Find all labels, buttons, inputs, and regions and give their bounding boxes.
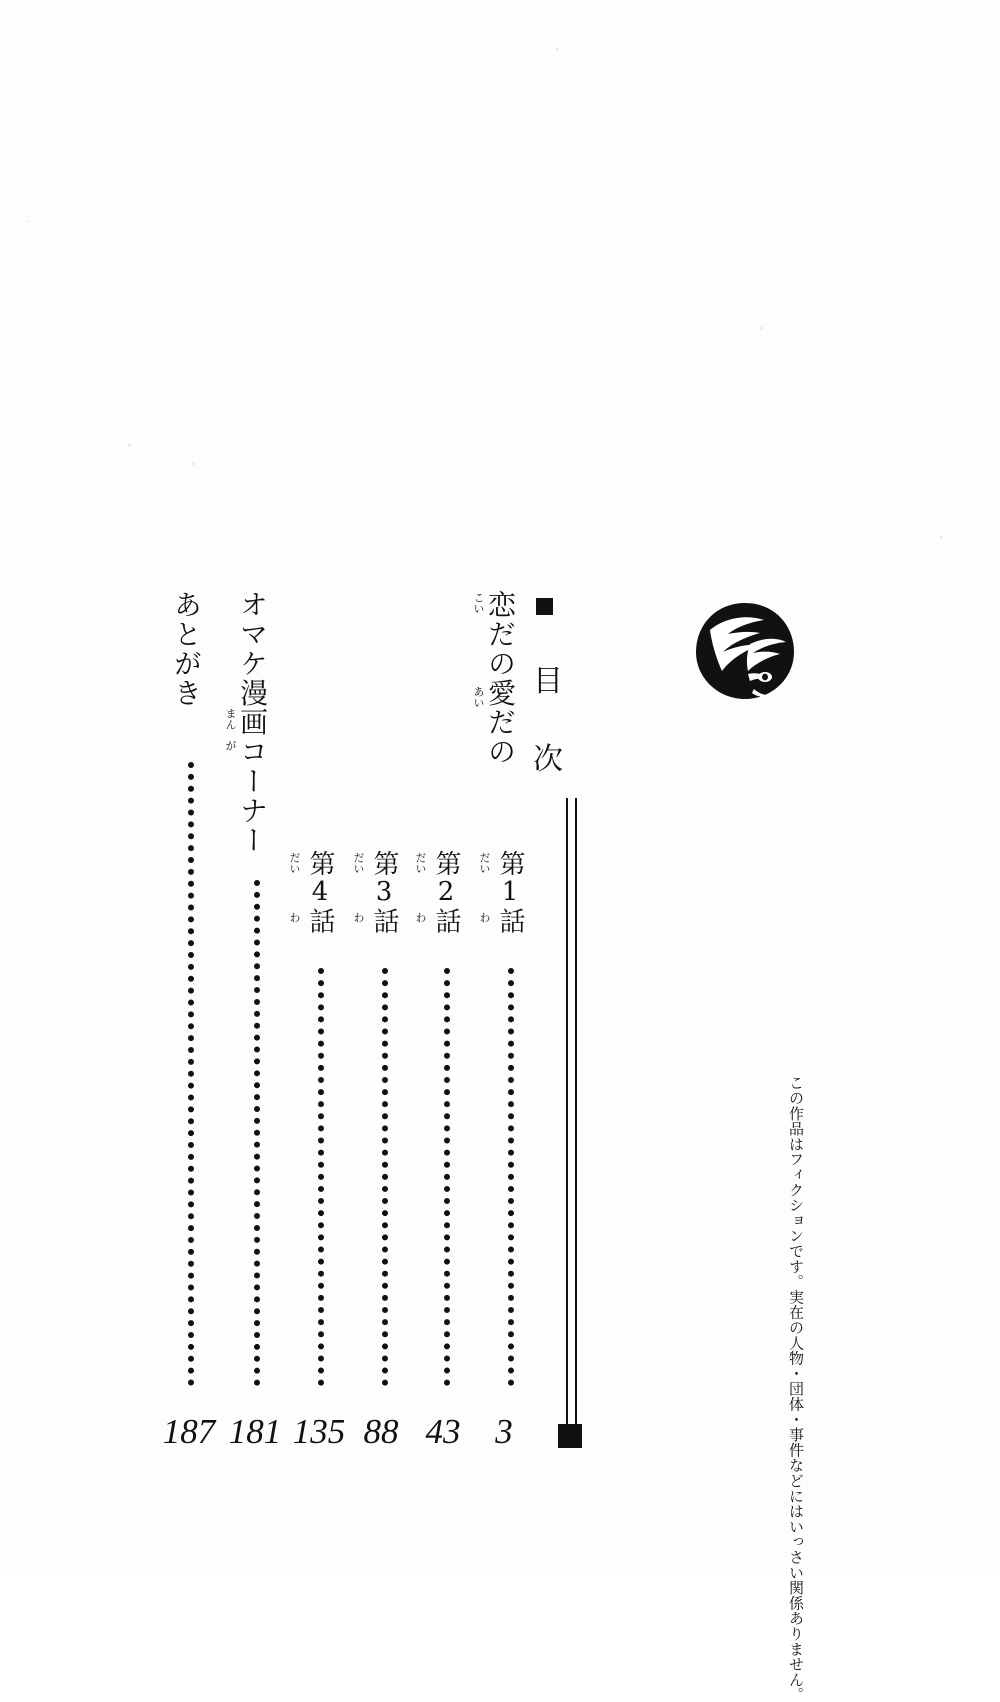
toc-page-number: 88: [363, 1412, 399, 1451]
ruby-text: あい: [472, 686, 485, 708]
ruby-group: [414, 850, 465, 935]
toc-entry-title-text: 恋だの愛だの: [484, 590, 517, 767]
leader-dots: [508, 968, 520, 1386]
ruby-text: わ: [288, 912, 301, 923]
ruby-text: わ: [414, 912, 427, 923]
ruby-text: が: [224, 740, 237, 751]
ruby-text: だい: [288, 852, 301, 874]
paper-speck: [556, 48, 559, 51]
toc-entry-chapter: [288, 850, 339, 935]
ruby-group: [224, 590, 269, 855]
ruby-text: だい: [414, 852, 427, 874]
toc-entry-title: [472, 590, 517, 767]
toc-entry-title: [170, 590, 203, 708]
toc-entry-chapter-text: 第4話: [305, 850, 335, 935]
brush-crest-logo: [690, 600, 800, 710]
toc-divider-endcap: [558, 1424, 582, 1448]
ruby-text: わ: [352, 912, 365, 923]
ruby-text: まん: [224, 708, 237, 730]
toc-entry-chapter-text: 第2話: [431, 850, 461, 935]
toc-entry[interactable]: [472, 590, 517, 767]
paper-speck: [940, 536, 943, 539]
toc-heading: [529, 598, 561, 779]
toc-entry-sub[interactable]: [478, 850, 529, 935]
ruby-text: だい: [478, 852, 491, 874]
ruby-group: [352, 850, 403, 935]
paper-speck: [192, 462, 195, 465]
toc-entry[interactable]: [170, 590, 203, 708]
toc-entry-chapter: [352, 850, 403, 935]
leader-dots: [254, 880, 266, 1386]
toc-entry-title: [224, 590, 269, 855]
ruby-text: わ: [478, 912, 491, 923]
leader-dots: [318, 968, 330, 1386]
paper-speck: [128, 444, 131, 447]
toc-page-number: 181: [228, 1412, 282, 1451]
leader-dots: [188, 762, 200, 1386]
toc-page-number: 187: [162, 1412, 216, 1451]
filled-square-icon: [536, 598, 553, 615]
toc-entry-chapter-text: 第3話: [369, 850, 399, 935]
toc-entry-chapter: [478, 850, 529, 935]
toc-entry-chapter: [414, 850, 465, 935]
toc-page-number: 135: [292, 1412, 346, 1451]
ruby-group: [478, 850, 529, 935]
toc-entry[interactable]: [224, 590, 269, 855]
leader-dots: [444, 968, 456, 1386]
fiction-disclaimer: この作品はフィクションです。実在の人物・団体・事件などにはいっさい関係ありません。: [787, 1075, 805, 1702]
leader-dots: [382, 968, 394, 1386]
toc-entry-title-text: あとがき: [170, 590, 203, 708]
toc-page-number: 43: [425, 1412, 461, 1451]
toc-entry-sub[interactable]: [414, 850, 465, 935]
toc-entry-sub[interactable]: [288, 850, 339, 935]
paper-speck: [28, 220, 30, 222]
ruby-text: こい: [472, 592, 485, 614]
toc-heading-label: 目 次: [527, 664, 562, 780]
toc-entry-title-text: オマケ漫画コーナー: [236, 590, 269, 855]
toc-entry-sub[interactable]: [352, 850, 403, 935]
toc-entry-chapter-text: 第1話: [495, 850, 525, 935]
ruby-group: [472, 590, 517, 767]
toc-divider-rule: [566, 798, 577, 1433]
ruby-group: [288, 850, 339, 935]
paper-speck: [760, 327, 763, 330]
toc-page-number: 3: [495, 1412, 513, 1451]
ruby-text: だい: [352, 852, 365, 874]
